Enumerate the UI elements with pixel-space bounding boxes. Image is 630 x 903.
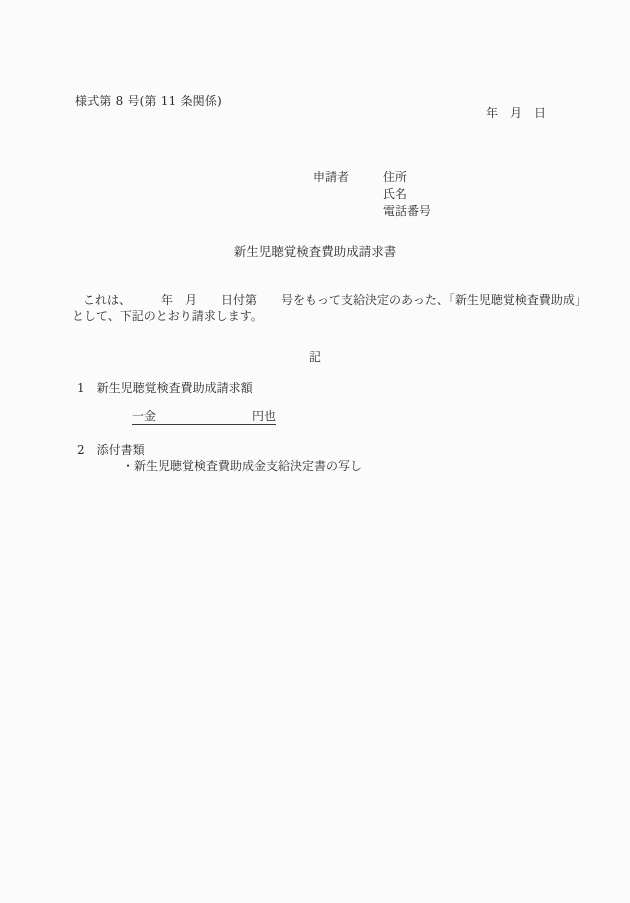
body-paragraph [72,292,630,324]
date-line: 年 月 日 [485,106,546,120]
item-1-label: 新生児聴覚検査費助成請求額 [96,381,253,395]
item-2-label: 添付書類 [96,443,145,457]
amount-underline-field: 一金 円也 [132,409,277,423]
item-1-claim-amount [77,382,253,394]
item-2-attachments [77,444,145,456]
ki-heading: 記 [308,350,321,364]
item-2-number: 2 [77,443,85,457]
applicant-fields [383,169,431,220]
applicant-label: 申請者 [313,170,350,184]
document-title: 新生児聴覚検査費助成請求書 [233,244,397,259]
amount-line [132,410,276,425]
applicant-name-label: 氏名 [383,187,408,201]
body-line-1: これは、 年 月 日付第 号をもって支給決定のあった、「新生児聴覚検査費助成」 [83,293,587,307]
applicant-address-label: 住所 [383,170,408,184]
applicant-block [313,169,431,220]
applicant-phone-label: 電話番号 [383,204,432,218]
form-number: 様式第 8 号(第 11 条関係) [75,94,222,108]
body-line-2: として、下記のとおり請求します。 [72,309,263,323]
attachment-bullet: ・新生児聴覚検査費助成金支給決定書の写し [122,459,363,473]
item-1-number: 1 [77,381,85,395]
